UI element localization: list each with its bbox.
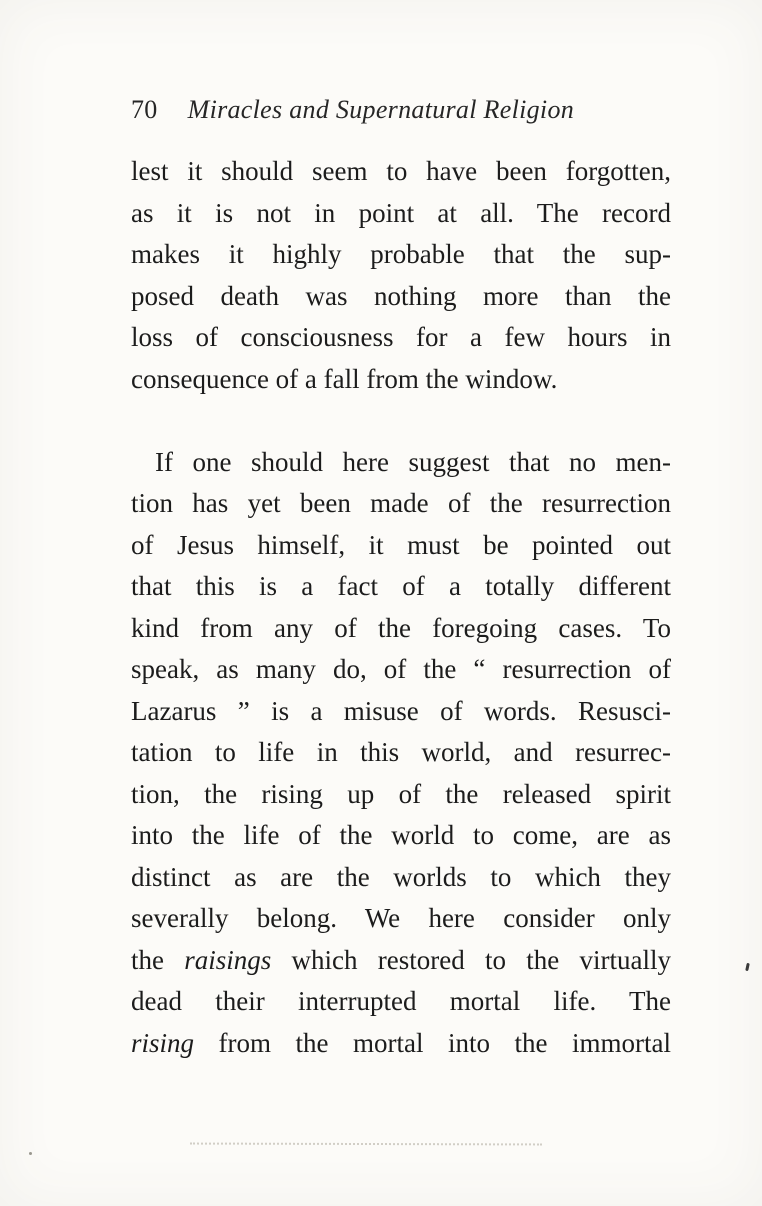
- text-line: [131, 857, 671, 899]
- text-line: [131, 815, 671, 857]
- text-segment: loss of consciousness for a few hours in: [131, 322, 671, 352]
- running-title: Miracles and Supernatural Religion: [187, 95, 575, 124]
- text-line: [131, 649, 671, 691]
- text-segment: tion, the rising up of the released spirit: [131, 778, 671, 809]
- text-line: [131, 1023, 671, 1065]
- text-line: [131, 317, 671, 359]
- text-line: [131, 193, 671, 235]
- text-line: [131, 276, 671, 318]
- page-header: [131, 95, 671, 125]
- text-line: [131, 566, 671, 608]
- scan-artifact-speck-right: [745, 963, 750, 971]
- text-segment: consequence of a fall from the window.: [131, 363, 558, 394]
- text-line: [131, 981, 671, 1023]
- text-line: [131, 940, 671, 982]
- paragraph: [131, 442, 671, 1065]
- text-segment: which restored to the virtually: [271, 944, 671, 975]
- text-segment: kind from any of the foregoing cases. To: [131, 612, 671, 643]
- text-block: [131, 151, 671, 1064]
- page-number: 70: [131, 95, 158, 124]
- scan-artifact-noise-line: [190, 1143, 542, 1152]
- text-segment: dead their interrupted mortal life. The: [131, 986, 671, 1016]
- text-segment: tation to life in this world, and resurrec-: [131, 737, 671, 767]
- text-segment: Lazarus ” is a misuse of words. Resusci-: [131, 695, 671, 726]
- text-line: [131, 151, 671, 193]
- text-line: [131, 774, 671, 816]
- italic-word: rising: [131, 1027, 195, 1058]
- text-line: [131, 525, 671, 567]
- page: [131, 95, 671, 1064]
- text-segment: lest it should seem to have been forgotten,: [131, 156, 671, 186]
- text-line: [131, 234, 671, 276]
- text-line: [131, 732, 671, 774]
- text-line: [131, 898, 671, 940]
- text-segment: makes it highly probable that the sup-: [131, 239, 671, 269]
- text-line: [131, 691, 671, 733]
- text-segment: the: [131, 944, 185, 975]
- text-segment: that this is a fact of a totally different: [131, 571, 671, 601]
- text-line: [131, 442, 671, 484]
- text-segment: speak, as many do, of the “ resurrection of: [131, 654, 671, 684]
- text-segment: severally belong. We here consider only: [131, 903, 671, 933]
- text-segment: distinct as are the worlds to which they: [131, 861, 671, 892]
- text-line: [131, 359, 671, 401]
- text-segment: from the mortal into the immortal: [194, 1027, 671, 1058]
- text-segment: If one should here suggest that no men-: [155, 446, 671, 477]
- text-line: [131, 608, 671, 650]
- text-segment: into the life of the world to come, are as: [131, 820, 671, 850]
- text-segment: tion has yet been made of the resurrection: [131, 488, 671, 518]
- paragraph: [131, 151, 671, 400]
- text-segment: as it is not in point at all. The record: [131, 197, 671, 228]
- scan-artifact-speck-left: [29, 1152, 32, 1155]
- text-segment: of Jesus himself, it must be pointed out: [131, 529, 671, 560]
- text-segment: posed death was nothing more than the: [131, 280, 671, 311]
- text-line: [131, 483, 671, 525]
- italic-word: raisings: [184, 944, 272, 975]
